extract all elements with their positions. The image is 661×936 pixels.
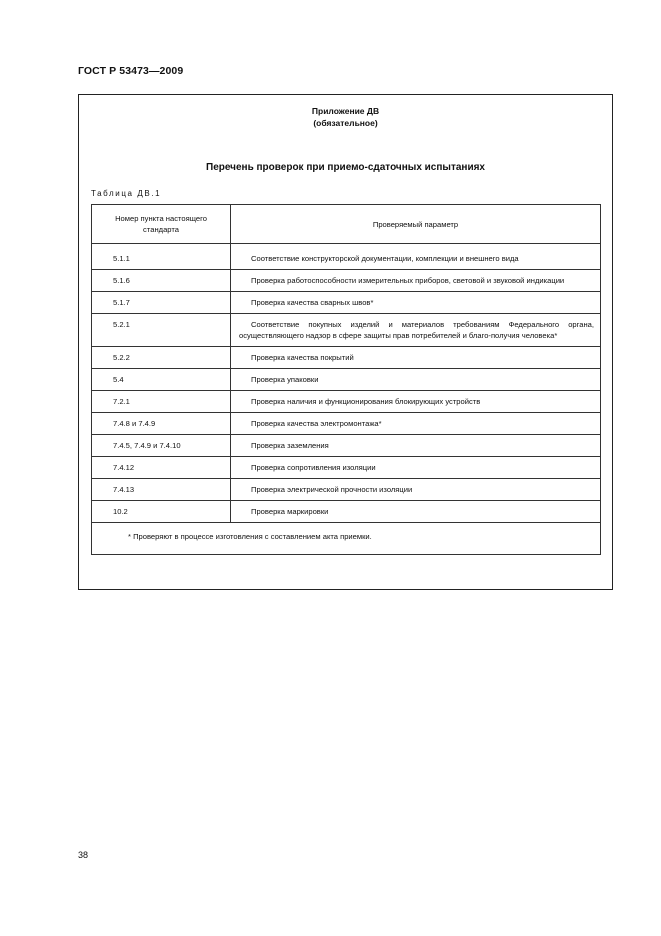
table-header-row bbox=[92, 205, 601, 244]
table-footnote-row bbox=[92, 523, 601, 555]
clause-cell: 10.2 bbox=[92, 501, 231, 523]
clause-cell: 7.4.5, 7.4.9 и 7.4.10 bbox=[92, 435, 231, 457]
table-label: Таблица ДВ.1 bbox=[91, 189, 162, 198]
table-row bbox=[92, 413, 601, 435]
parameter-cell: Проверка качества покрытий bbox=[231, 347, 601, 369]
parameter-cell: Соответствие покупных изделий и материалов требованиям Федерального органа, осуществляющего надзор в сфере защиты прав потребителей и благо-получия человека* bbox=[231, 314, 601, 347]
appendix-status: (обязательное) bbox=[313, 118, 378, 128]
page-number: 38 bbox=[78, 850, 89, 860]
column-header-parameter: Проверяемый параметр bbox=[231, 205, 601, 244]
table-row bbox=[92, 391, 601, 413]
table-row bbox=[92, 270, 601, 292]
table-row bbox=[92, 244, 601, 270]
table-row bbox=[92, 314, 601, 347]
table-row bbox=[92, 435, 601, 457]
parameter-cell: Соответствие конструкторской документации, комплекции и внешнего вида bbox=[231, 244, 601, 270]
clause-cell: 5.2.1 bbox=[92, 314, 231, 347]
clause-cell: 5.1.6 bbox=[92, 270, 231, 292]
parameter-cell: Проверка работоспособности измерительных приборов, световой и звуковой индикации bbox=[231, 270, 601, 292]
clause-cell: 7.2.1 bbox=[92, 391, 231, 413]
clause-cell: 7.4.13 bbox=[92, 479, 231, 501]
parameter-cell: Проверка маркировки bbox=[231, 501, 601, 523]
parameter-cell: Проверка сопротивления изоляции bbox=[231, 457, 601, 479]
appendix-title: Приложение ДВ bbox=[311, 106, 380, 116]
table-row bbox=[92, 347, 601, 369]
clause-cell: 5.1.7 bbox=[92, 292, 231, 314]
section-title: Перечень проверок при приемо-сдаточных испытаниях bbox=[206, 162, 485, 173]
parameter-cell: Проверка электрической прочности изоляции bbox=[231, 479, 601, 501]
table-row bbox=[92, 479, 601, 501]
table-row bbox=[92, 292, 601, 314]
clause-cell: 7.4.12 bbox=[92, 457, 231, 479]
clause-cell: 5.1.1 bbox=[92, 244, 231, 270]
checks-table bbox=[91, 204, 601, 555]
parameter-cell: Проверка качества электромонтажа* bbox=[231, 413, 601, 435]
document-standard-code: ГОСТ Р 53473—2009 bbox=[78, 65, 184, 77]
parameter-cell: Проверка упаковки bbox=[231, 369, 601, 391]
appendix-frame bbox=[78, 94, 613, 590]
table-row bbox=[92, 501, 601, 523]
parameter-cell: Проверка наличия и функционирования блокирующих устройств bbox=[231, 391, 601, 413]
clause-cell: 5.4 bbox=[92, 369, 231, 391]
column-header-clause: Номер пункта настоящего стандарта bbox=[92, 205, 231, 244]
table-footnote: * Проверяют в процессе изготовления с составлением акта приемки. bbox=[92, 523, 601, 555]
appendix-heading bbox=[79, 105, 612, 129]
table-row bbox=[92, 457, 601, 479]
parameter-cell: Проверка качества сварных швов* bbox=[231, 292, 601, 314]
table-row bbox=[92, 369, 601, 391]
clause-cell: 5.2.2 bbox=[92, 347, 231, 369]
parameter-cell: Проверка заземления bbox=[231, 435, 601, 457]
clause-cell: 7.4.8 и 7.4.9 bbox=[92, 413, 231, 435]
